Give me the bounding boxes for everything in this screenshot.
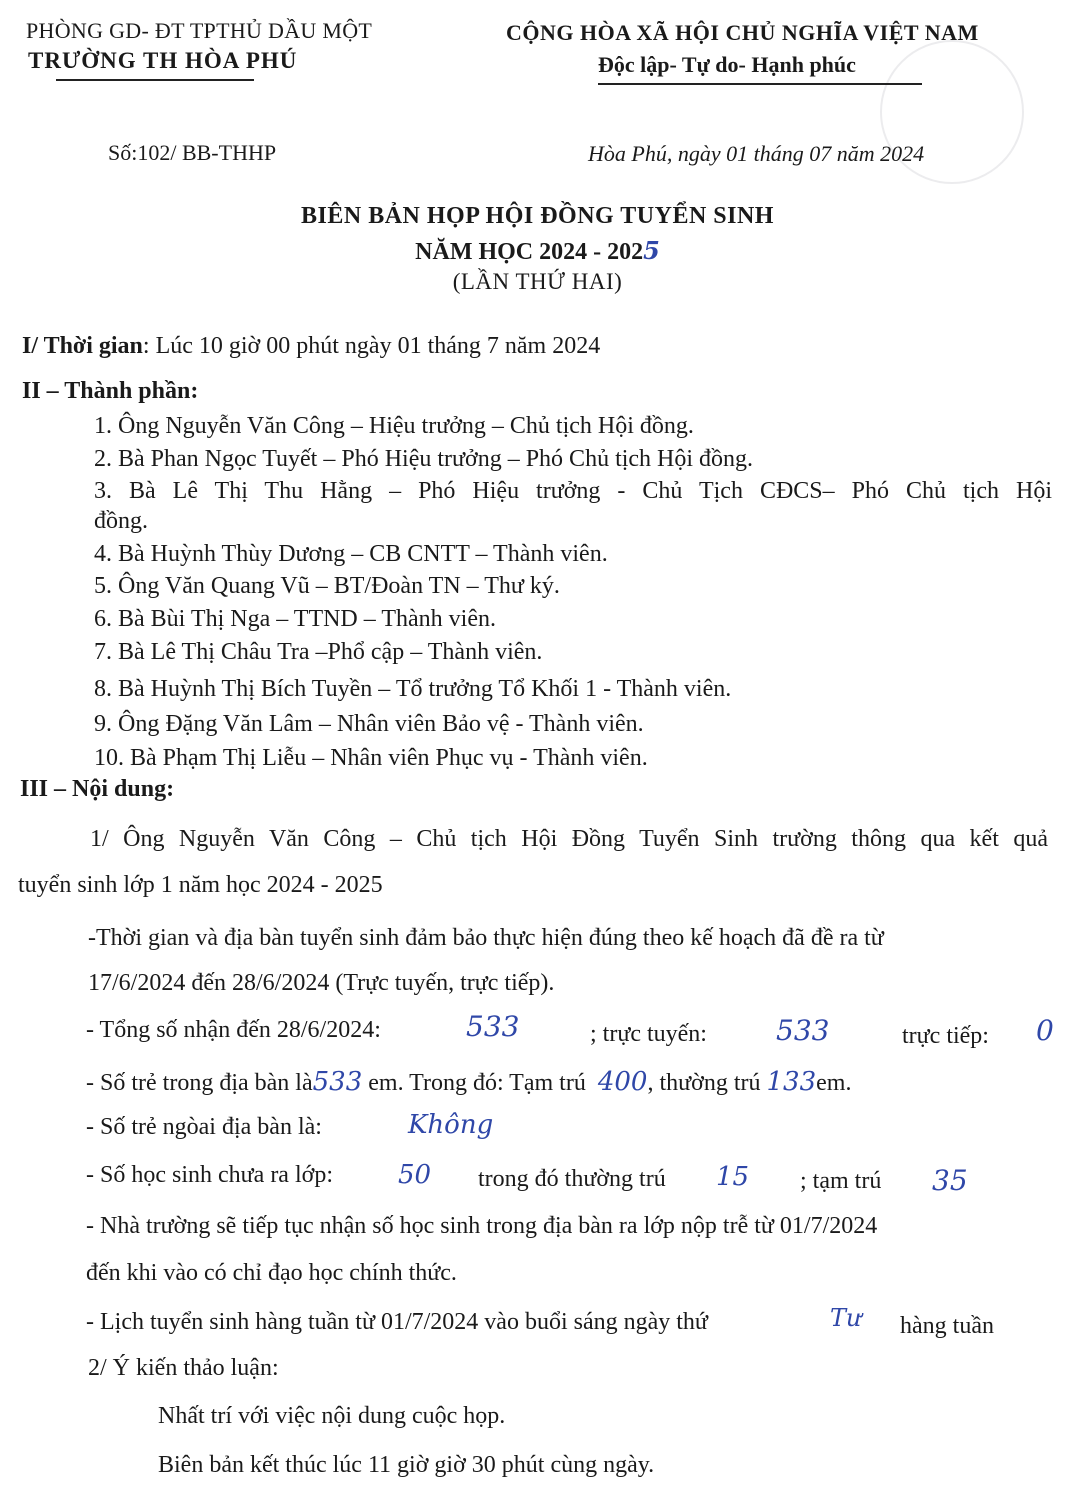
members-heading: II – Thành phần: [22, 378, 199, 404]
end-line: Biên bản kết thúc lúc 11 giờ giờ 30 phút cùng ngày. [158, 1452, 655, 1478]
temp-value: 400 [597, 1067, 648, 1097]
notyet-perm-label: trong đó thường trú [478, 1166, 666, 1192]
member-1: 1. Ông Nguyễn Văn Công – Hiệu trưởng – Chủ tịch Hội đồng. [94, 413, 694, 439]
member-5: 5. Ông Văn Quang Vũ – BT/Đoàn TN – Thư ký. [94, 573, 560, 599]
title-line3: (LẦN THỨ HAI) [452, 269, 623, 294]
content-heading: III – Nội dung: [20, 776, 175, 802]
member-3-cont: đồng. [94, 508, 148, 534]
notyet-perm-value: 15 [716, 1162, 750, 1192]
title-line1: BIÊN BẢN HỌP HỘI ĐỒNG TUYỂN SINH [301, 203, 774, 229]
content-p2-line2: 17/6/2024 đến 28/6/2024 (Trực tuyến, trực tiếp). [88, 970, 555, 996]
header-school: TRƯỜNG TH HÒA PHÚ [28, 48, 298, 73]
time-label: I/ Thời gian [22, 333, 143, 359]
direct-value: 0 [1036, 1014, 1054, 1047]
perm-value: 133 [766, 1067, 817, 1097]
content-p2-line1: -Thời gian và địa bàn tuyển sinh đảm bảo thực hiện đúng theo kế hoạch đã đề ra từ [88, 925, 884, 951]
continue-line2: đến khi vào có chỉ đạo học chính thức. [86, 1260, 457, 1286]
notyet-temp-value: 35 [932, 1164, 968, 1197]
header-republic: CỘNG HÒA XÃ HỘI CHỦ NGHĨA VIỆT NAM [506, 20, 979, 45]
place-date: Hòa Phú, ngày 01 tháng 07 năm 2024 [588, 141, 925, 166]
online-label: ; trực tuyến: [590, 1021, 707, 1047]
inarea-end: em. [816, 1070, 852, 1096]
outarea-label: - Số trẻ ngòai địa bàn là: [86, 1114, 322, 1140]
member-2: 2. Bà Phan Ngọc Tuyết – Phó Hiệu trưởng – Phó Chủ tịch Hội đồng. [94, 446, 754, 472]
member-10: 10. Bà Phạm Thị Liễu – Nhân viên Phục vụ - Thành viên. [94, 745, 648, 771]
outarea-value: Không [408, 1110, 494, 1140]
member-8: 8. Bà Huỳnh Thị Bích Tuyền – Tổ trưởng Tổ Khối 1 - Thành viên. [94, 676, 732, 702]
agree-line: Nhất trí với việc nội dung cuộc họp. [158, 1403, 506, 1429]
total-label: - Tổng số nhận đến 28/6/2024: [86, 1017, 381, 1043]
title-year-printed: NĂM HỌC 2024 - 202 [415, 239, 644, 265]
motto-underline [598, 83, 922, 85]
inarea-label: - Số trẻ trong địa bàn là [86, 1070, 313, 1096]
member-9: 9. Ông Đặng Văn Lâm – Nhân viên Bảo vệ - Thành viên. [94, 711, 644, 737]
doc-number: Số:102/ BB-THHP [108, 140, 277, 165]
inarea-mid: em. Trong đó: Tạm trú [368, 1070, 586, 1096]
inarea-value: 533 [312, 1067, 363, 1097]
notyet-value: 50 [398, 1160, 432, 1190]
discussion-heading: 2/ Ý kiến thảo luận: [88, 1355, 279, 1381]
header-motto: Độc lập- Tự do- Hạnh phúc [598, 52, 856, 77]
perm-label: , thường trú [647, 1070, 761, 1096]
schedule-suffix: hàng tuần [900, 1313, 994, 1339]
school-underline [56, 79, 254, 81]
continue-line1: - Nhà trường sẽ tiếp tục nhận số học sinh trong địa bàn ra lớp nộp trễ từ 01/7/2024 [86, 1213, 878, 1239]
inarea-line [86, 1067, 851, 1097]
schedule-value: Tư [830, 1304, 862, 1332]
schedule-prefix: - Lịch tuyển sinh hàng tuần từ 01/7/2024 vào buổi sáng ngày thứ [86, 1309, 708, 1335]
total-value: 533 [466, 1010, 520, 1043]
member-4: 4. Bà Huỳnh Thùy Dương – CB CNTT – Thành viên. [94, 541, 608, 567]
member-6: 6. Bà Bùi Thị Nga – TTND – Thành viên. [94, 606, 496, 632]
online-value: 533 [776, 1014, 830, 1047]
content-p1-line1: 1/ Ông Nguyễn Văn Công – Chủ tịch Hội Đồng Tuyển Sinh trường thông qua kết quả [90, 826, 1048, 852]
notyet-temp-label: ; tạm trú [800, 1168, 882, 1194]
time-text: : Lúc 10 giờ 00 phút ngày 01 tháng 7 năm 2024 [142, 333, 601, 359]
title-year-handwritten: 5 [643, 236, 660, 265]
direct-label: trực tiếp: [902, 1023, 989, 1049]
notyet-label: - Số học sinh chưa ra lớp: [86, 1162, 333, 1188]
member-7: 7. Bà Lê Thị Châu Tra –Phổ cập – Thành viên. [94, 639, 543, 665]
title-line2 [0, 236, 1075, 266]
member-3: 3. Bà Lê Thị Thu Hằng – Phó Hiệu trưởng - Chủ Tịch CĐCS– Phó Chủ tịch Hội [94, 478, 1052, 504]
header-dept: PHÒNG GD- ĐT TPTHỦ DẦU MỘT [26, 18, 373, 43]
time-line [22, 333, 600, 360]
content-p1-line2: tuyển sinh lớp 1 năm học 2024 - 2025 [18, 872, 383, 898]
